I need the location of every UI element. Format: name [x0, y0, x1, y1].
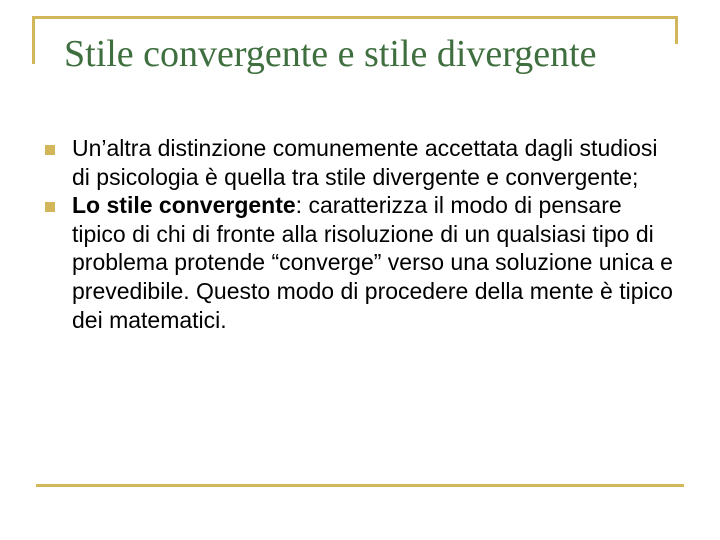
bullet-text-1: Un’altra distinzione comunemente accettata dagli studiosi di psicologia è quella tra stile divergente e convergente;	[72, 135, 658, 190]
bullet-list	[40, 134, 680, 334]
slide-title: Stile convergente e stile divergente	[64, 33, 597, 75]
bullet-text-2: : caratterizza il modo di pensare tipico di chi di fronte alla risoluzione di un qualsiasi tipo di problema protende “converge” verso una soluzione unica e prevedibile. Questo modo di procedere della mente è tipico dei matematici.	[72, 192, 673, 333]
square-bullet-icon	[45, 145, 55, 155]
bottom-rule-line	[36, 484, 684, 487]
left-frame-line	[32, 16, 35, 64]
bullet-item-1	[40, 134, 680, 191]
bullet-bold-term: Lo stile convergente	[72, 192, 296, 219]
bullet-item-2	[40, 191, 680, 334]
square-bullet-icon	[45, 202, 55, 212]
top-frame-line	[32, 16, 678, 19]
